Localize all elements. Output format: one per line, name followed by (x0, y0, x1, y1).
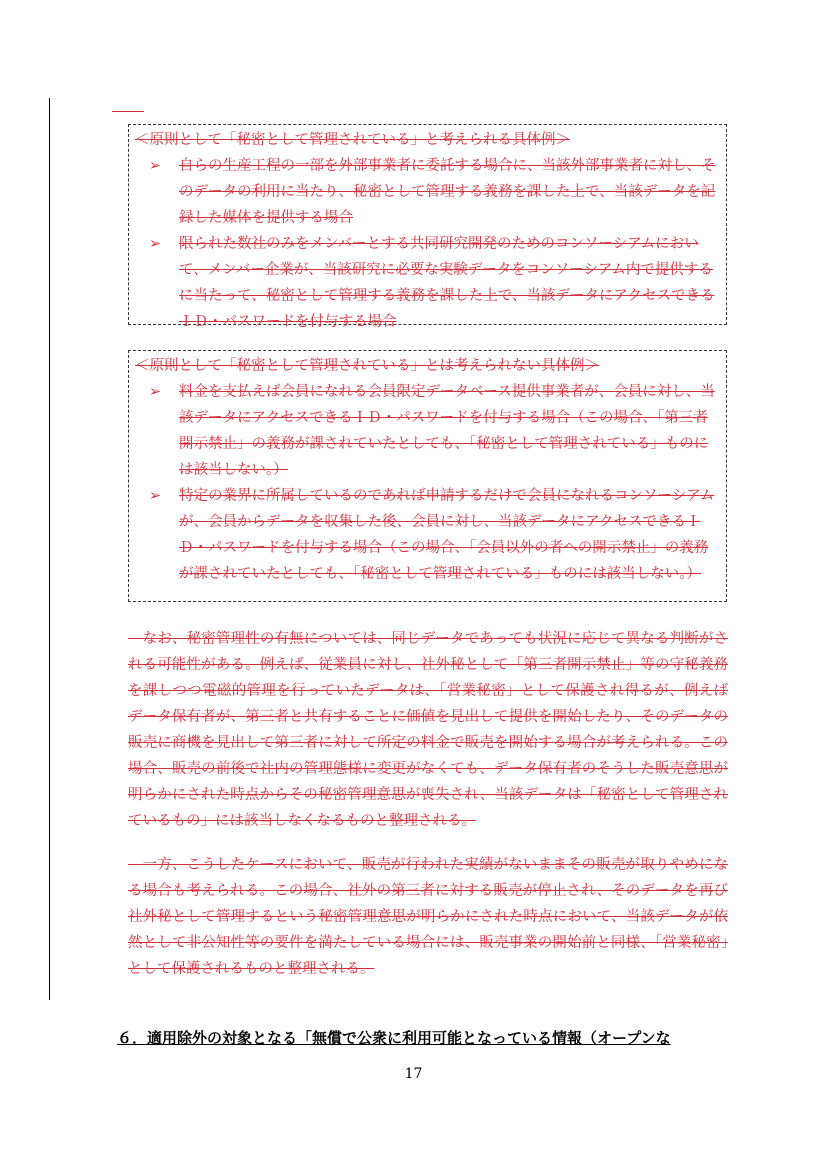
list-item-text: 限られた数社のみをメンバーとする共同研究開発のためのコンソーシアムにおいて、メンバー企業が、当該研究に必要な実験データをコンソーシアム内で提供するに当たって、秘密として管理する義務を課した上で、当該データにアクセスできるＩＤ・パスワードを付与する場合 (179, 236, 715, 330)
page-number: 17 (404, 1066, 423, 1082)
arrow-bullet-icon: ➢ (149, 158, 162, 174)
list-item (135, 153, 720, 231)
revision-change-bar (49, 98, 50, 1000)
example-box-not-considered-secret (128, 350, 727, 602)
list-item (135, 231, 720, 335)
arrow-bullet-icon: ➢ (149, 488, 162, 504)
section-heading: ６．適用除外の対象となる「無償で公衆に利用可能となっている情報（オープンな (117, 1029, 671, 1047)
deleted-rule-mark (112, 111, 144, 112)
paragraph-text: 一方、こうしたケースにおいて、販売が行われた実績がないままその販売が取りやめになる場合も考えられる。この場合、社外の第三者に対する販売が停止され、そのデータを再び社外秘として管理するという秘密管理意思が明らかにされた時点において、当該データが依然として非公知性等の要件を満たしている場合には、販売事業の開始前と同様、「営業秘密」として保護されるものと整理される。 (128, 857, 729, 977)
list-item (135, 379, 720, 483)
paragraph-text: なお、秘密管理性の有無については、同じデータであっても状況に応じて異なる判断がされる可能性がある。例えば、従業員に対し、社外秘として「第三者開示禁止」等の守秘義務を課しつつ電磁的管理を行っていたデータは、「営業秘密」として保護され得るが、例えばデータ保有者が、第三者と共有することに価値を見出して提供を開始したり、そのデータの販売に商機を見出して第三者に対して所定の料金で販売を開始する場合が考えられる。この場合、販売の前後で社内の管理態様に変更がなくても、データ保有者のそうした販売意思が明らかにされた時点からその秘密管理意思が喪失され、当該データは「秘密として管理されているもの」には該当しなくなるものと整理される。 (128, 631, 729, 829)
list-item (135, 483, 720, 587)
arrow-bullet-icon: ➢ (149, 236, 162, 252)
list-item-text: 特定の業界に所属しているのであれば申請するだけで会員になれるコンソーシアムが、会員からデータを収集した後、会員に対し、当該データにアクセスできるＩＤ・パスワードを付与する場合（この場合、「会員以外の者への開示禁止」の義務が課されていたとしても、「秘密として管理されている」ものには該当しない。） (179, 488, 715, 582)
example-box-considered-secret (128, 124, 727, 330)
example-list (135, 153, 720, 335)
body-paragraph (128, 626, 728, 834)
list-item-text: 自らの生産工程の一部を外部事業者に委託する場合に、当該外部事業者に対し、そのデータの利用に当たり、秘密として管理する義務を課した上で、当該データを記録した媒体を提供する場合 (179, 158, 716, 226)
example-box-title: ＜原則として「秘密として管理されている」と考えられる具体例＞ (135, 132, 570, 148)
body-paragraph (128, 852, 728, 982)
example-list (135, 379, 720, 587)
arrow-bullet-icon: ➢ (149, 384, 162, 400)
list-item-text: 料金を支払えば会員になれる会員限定データベース提供事業者が、会員に対し、当該データにアクセスできるＩＤ・パスワードを付与する場合（この場合、「第三者開示禁止」の義務が課されていたとしても、「秘密として管理されている」ものには該当しない。） (179, 384, 715, 478)
example-box-title: ＜原則として「秘密として管理されている」とは考えられない具体例＞ (135, 358, 599, 374)
